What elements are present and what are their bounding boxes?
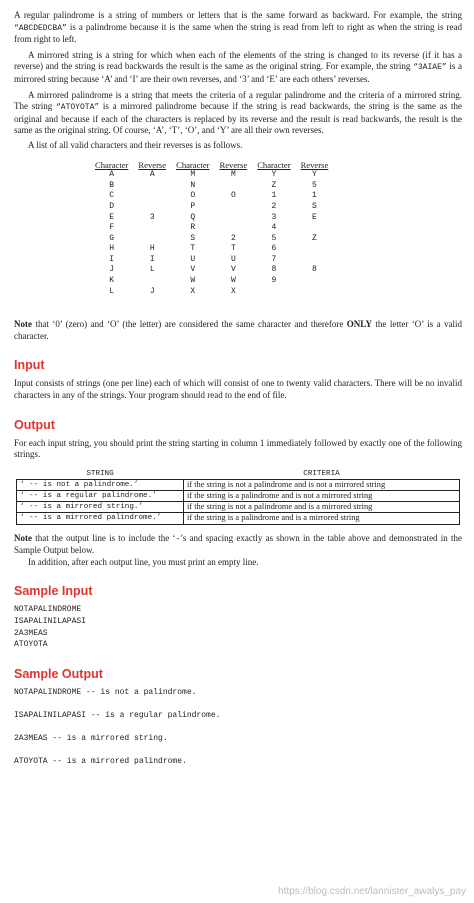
character-cell	[252, 287, 295, 298]
sample-input-line: ISAPALINILAPASI	[14, 617, 87, 626]
reverse-table	[90, 160, 333, 298]
intro-paragraph-2: A mirrored string is a string for which when each of the elements of the string is changed to its reverse (if it has a reverse) and the string is read backwards the result is the same as the original string. For example, the string “3AIAE” is a mirrored string because ‘A’ and ‘I’ are their own reverses, and ‘3’ and ‘E’ are each others’ reverses.	[14, 49, 463, 84]
problem-statement	[14, 10, 462, 768]
reverse-cell: T	[230, 244, 236, 254]
reverse-cell: 5	[312, 180, 317, 190]
character-cell: N	[190, 180, 196, 190]
reverse-cell	[215, 202, 253, 213]
reverse-cell	[215, 223, 253, 234]
reverse-cell: I	[149, 254, 155, 264]
reverse-table-row	[90, 255, 333, 266]
character-cell: S	[190, 233, 196, 243]
reverse-table-header: Reverse	[219, 159, 248, 170]
reverse-cell: V	[230, 265, 236, 275]
criteria-table-row	[17, 479, 460, 490]
character-cell: 4	[271, 223, 277, 233]
criteria-cell: if the string is not a palindrome and is not a mirrored string	[184, 479, 460, 490]
character-cell: I	[109, 254, 115, 264]
reverse-cell: 8	[312, 265, 317, 275]
reverse-table-row	[90, 223, 333, 234]
reverse-cell: S	[312, 201, 317, 211]
output-string-cell: ‘ -- is a regular palindrome.’	[17, 491, 184, 502]
reverse-cell: 3	[149, 212, 155, 222]
output-string-cell: ‘ -- is a mirrored palindrome.’	[17, 513, 184, 524]
reverse-table-row	[90, 181, 333, 192]
reverse-cell: Z	[312, 233, 317, 243]
criteria-header-criteria: CRITERIA	[303, 469, 340, 478]
character-cell: X	[190, 286, 196, 296]
reverse-cell	[296, 276, 334, 287]
sample-input-heading: Sample Input	[14, 584, 93, 599]
sample-output-line: NOTAPALINDROME -- is not a palindrome.	[14, 687, 197, 697]
reverse-cell: W	[230, 276, 236, 286]
character-cell: O	[190, 191, 196, 201]
intro-paragraph-3: A mirrored palindrome is a string that meets the criteria of a regular palindrome and the criteria of a mirrored string. The string “ATOYOTA” is a mirrored palindrome because if the string is read backwards, the string is the same as the original and because if each of the characters is replaced by its reverse and the result is read backwards, the result is the same as the original string. Of course, ‘A’, ‘T’, ‘O’, and ‘Y’ are all their own reverses.	[14, 89, 462, 136]
character-cell: U	[190, 254, 196, 264]
criteria-table-row	[17, 502, 460, 513]
reverse-table-header: Reverse	[138, 159, 167, 170]
reverse-cell	[133, 202, 171, 213]
reverse-table-header: Character	[257, 159, 291, 170]
reverse-cell: U	[230, 254, 236, 264]
reverse-cell: L	[149, 265, 155, 275]
character-cell: C	[109, 191, 115, 201]
reverse-cell: X	[230, 286, 236, 296]
reverse-cell: J	[149, 286, 155, 296]
reverse-table-row	[90, 202, 333, 213]
reverse-cell: O	[230, 191, 236, 201]
character-cell: D	[109, 201, 115, 211]
criteria-table-row	[17, 491, 460, 502]
reverse-cell: E	[312, 212, 317, 222]
input-description: Input consists of strings (one per line) each of which will consist of one to twenty valid characters. There will be no invalid characters in any of the strings. Your program should read to the end of file.	[14, 378, 462, 401]
reverse-cell: 2	[230, 233, 236, 243]
reverse-cell	[296, 223, 334, 234]
sample-output-line: 2A3MEAS -- is a mirrored string.	[14, 734, 168, 744]
reverse-cell	[133, 223, 171, 234]
output-heading: Output	[14, 417, 55, 432]
character-cell: P	[190, 201, 196, 211]
criteria-cell: if the string is a palindrome and is a mirrored string	[184, 513, 460, 524]
character-cell: F	[109, 223, 115, 233]
character-cell: 9	[271, 276, 277, 286]
reverse-cell	[215, 181, 253, 192]
criteria-table	[16, 469, 460, 525]
reverse-table-row	[90, 234, 333, 245]
reverse-table-header: Character	[176, 159, 210, 170]
reverse-table-header: Character	[95, 159, 129, 170]
character-cell: Z	[271, 180, 277, 190]
reverse-cell	[133, 234, 171, 245]
reverse-table-header: Reverse	[300, 159, 329, 170]
reverse-table-row	[90, 191, 333, 202]
criteria-table-row	[17, 513, 460, 524]
character-cell: 3	[271, 212, 277, 222]
criteria-cell: if the string is not a palindrome and is a mirrored string	[184, 502, 460, 513]
character-cell: 2	[271, 201, 277, 211]
character-cell: J	[109, 265, 115, 275]
reverse-cell: M	[230, 170, 236, 180]
sample-input-line: 2A3MEAS	[14, 628, 48, 638]
reverse-cell: A	[149, 170, 155, 180]
reverse-cell	[133, 191, 171, 202]
character-cell: B	[109, 180, 115, 190]
output-description: For each input string, you should print the string starting in column 1 immediately followed by exactly one of the following strings.	[14, 437, 462, 460]
criteria-header-string: STRING	[86, 469, 114, 478]
reverse-cell	[296, 255, 334, 266]
character-cell: K	[109, 276, 115, 286]
character-cell: R	[190, 223, 196, 233]
character-cell: H	[109, 244, 115, 254]
sample-output-block	[14, 687, 462, 768]
character-cell: V	[190, 265, 196, 275]
sample-output-line: ISAPALINILAPASI -- is a regular palindrome.	[14, 710, 221, 720]
character-cell: 7	[271, 254, 277, 264]
reverse-cell	[296, 287, 334, 298]
reverse-table-row	[90, 170, 333, 181]
reverse-table-row	[90, 265, 333, 276]
character-cell: 1	[271, 191, 277, 201]
intro-paragraph-1: A regular palindrome is a string of numbers or letters that is the same forward as backward. For example, the string “ABCDEDCBA” is a palindrome because it is the same when the string is read from left to right as when the string is read from right to left.	[14, 10, 462, 45]
note-output-format: Note that the output line is to include the ‘-’s and spacing exactly as shown in the table above and demonstrated in the Sample Output below.	[14, 532, 462, 556]
note-zero-o: Note that ‘0’ (zero) and ‘O’ (the letter) are considered the same character and therefore ONLY the letter ‘O’ is a valid character.	[14, 319, 462, 341]
reverse-cell: 1	[312, 191, 317, 201]
intro-paragraph-4: A list of all valid characters and their reverses is as follows.	[28, 139, 243, 150]
reverse-table-row	[90, 213, 333, 224]
reverse-table-row	[90, 276, 333, 287]
sample-output-heading: Sample Output	[14, 666, 103, 681]
character-cell: E	[109, 212, 115, 222]
output-string-cell: ‘ -- is not a palindrome.’	[17, 479, 184, 490]
sample-output-line: ATOYOTA -- is a mirrored palindrome.	[14, 757, 187, 767]
reverse-cell	[215, 213, 253, 224]
character-cell: 5	[271, 233, 277, 243]
watermark-url: https://blog.csdn.net/lannister_awalys_pay	[278, 886, 466, 897]
character-cell: Y	[271, 170, 277, 180]
sample-input-line: ATOYOTA	[14, 640, 48, 650]
character-cell: T	[190, 244, 196, 254]
character-cell: A	[109, 170, 115, 180]
character-cell: 8	[271, 265, 277, 275]
reverse-cell: H	[149, 244, 155, 254]
note-empty-line: In addition, after each output line, you must print an empty line.	[28, 556, 259, 567]
character-cell: M	[190, 170, 196, 180]
sample-input-block	[14, 604, 462, 650]
reverse-cell	[296, 244, 334, 255]
character-cell: W	[190, 276, 196, 286]
criteria-cell: if the string is a palindrome and is not a mirrored string	[184, 491, 460, 502]
sample-input-line: NOTAPALINDROME	[14, 605, 82, 615]
character-cell: L	[109, 286, 115, 296]
reverse-table-row	[90, 287, 333, 298]
output-string-cell: ‘ -- is a mirrored string.’	[17, 502, 184, 513]
reverse-table-row	[90, 244, 333, 255]
character-cell: Q	[190, 212, 196, 222]
reverse-cell: Y	[312, 170, 317, 180]
character-cell: G	[109, 233, 115, 243]
reverse-cell	[133, 276, 171, 287]
character-cell: 6	[271, 244, 277, 254]
reverse-cell	[133, 181, 171, 192]
input-heading: Input	[14, 358, 45, 373]
